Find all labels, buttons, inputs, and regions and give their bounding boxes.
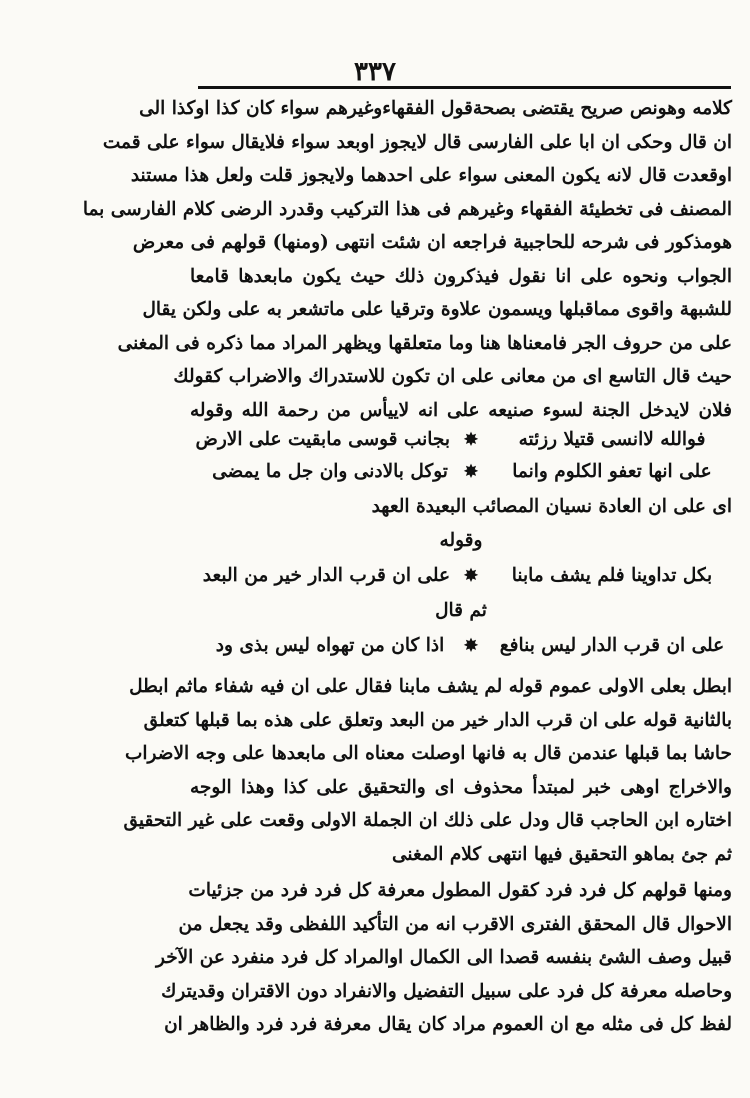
paragraph-block-2 — [123, 670, 732, 871]
text-line: فلان لايدخل الجنة لسوء صنيعه على انه لاييأس من رحمة الله وقوله — [190, 399, 732, 421]
section-heading: ثم قال — [435, 600, 487, 621]
verse-line — [190, 630, 732, 662]
verse-second-hemistich: على ان قرب الدار خير من البعد — [202, 565, 450, 586]
text-line: على من حروف الجر فامعناها هنا وما متعلقها ويظهر المراد مما ذكره فى المغنى — [117, 332, 732, 354]
text-line: اى على ان العادة نسيان المصائب البعيدة العهد — [371, 496, 732, 517]
paragraph-block-3 — [155, 874, 732, 1042]
text-line: ابطل بعلى الاولى عموم قوله لم يشف مابنا فقال على ان فيه شفاء ماثم ابطل — [129, 676, 732, 697]
verse-separator-star: ✸ — [463, 566, 479, 586]
text-line: بالثانية قوله على ان قرب الدار خير من البعد وتعلق على هذه بما قبلها كتعلق — [143, 709, 732, 731]
verse-commentary — [190, 490, 732, 524]
verse-first-hemistich: على ان قرب الدار ليس بنافع — [499, 635, 725, 656]
text-line: هومذكور فى شرحه للحاجبية فراجعه ان شئت انتهى (ومنها) قولهم فى معرض — [132, 232, 732, 253]
heading-wa-qawluhu — [190, 524, 732, 558]
text-line: الجواب ونحوه على انا نقول فيذكرون ذلك حيث يكون مابعدها قامعا — [190, 265, 732, 287]
verse-line — [190, 424, 732, 456]
text-line: الاحوال قال المحقق الفترى الاقرب انه من التأكيد اللفظى وقد يجعل من — [178, 913, 732, 935]
text-line: والاخراج اوهى خبر لمبتدأ محذوف اى والتحقيق على كذا وهذا الوجه — [190, 776, 732, 798]
text-line: اوقعدت قال لانه يكون المعنى سواء على احدهما ولايجوز قلت ولعل هذا مستند — [130, 165, 732, 186]
verse-second-hemistich: اذا كان من تهواه ليس بذى ود — [215, 635, 445, 656]
text-line: المصنف فى تخطيئة الفقهاء وغيرهم فى هذا التركيب وقدرد الرضى كلام الفارسى بما — [82, 198, 732, 220]
poem-verse-2 — [190, 560, 732, 592]
text-line: ومنها قولهم كل فرد فرد كقول المطول معرفة كل فرد فرد من جزئيات — [188, 880, 732, 901]
text-line: ثم جئ بماهو التحقيق فيها انتهى كلام المغنى — [392, 843, 732, 865]
text-line: كلامه وهونص صريح يقتضى بصحةقول الفقهاءوغيرهم سواء كان كذا اوكذا الى — [139, 98, 732, 119]
verse-first-hemistich: بكل تداوينا فلم يشف مابنا — [511, 565, 713, 586]
verse-second-hemistich: توكل بالادنى وان جل ما يمضى — [212, 461, 448, 482]
text-line: قبيل وصف الشئ بنفسه قصدا الى الكمال اوالمراد كل فرد منفرد عن الآخر — [155, 947, 732, 968]
section-heading: وقوله — [439, 530, 483, 551]
verse-first-hemistich: على انها تعفو الكلوم وانما — [512, 461, 712, 482]
verse-line — [190, 560, 732, 592]
text-line: وحاصله معرفة كل فرد على سبيل التفضيل والانفراد دون الاقتران وقديترك — [161, 980, 732, 1002]
page-number: ٣٣٧ — [354, 57, 396, 87]
verse-second-hemistich: بجانب قوسى مابقيت على الارض — [195, 429, 450, 450]
paragraph-block-1 — [82, 92, 732, 427]
text-line: ان قال وحكى ان ابا على الفارسى قال لايجوز اوبعد سواء فلايقال سواء على قمت — [102, 131, 732, 153]
text-line: اختاره ابن الحاجب قال ودل على ذلك ان الجملة الاولى وقعت على غير التحقيق — [123, 810, 732, 831]
verse-separator-star: ✸ — [463, 462, 479, 482]
text-line: حيث قال التاسع اى من معانى على ان تكون للاستدراك والاضراب كقولك — [173, 366, 732, 387]
header-rule — [198, 86, 731, 89]
verse-line — [190, 456, 732, 488]
text-line: حاشا بما قبلها عندمن قال به فانها اوصلت معناه الى مابعدها على وجه الاضراب — [124, 743, 732, 764]
poem-verses-1 — [190, 424, 732, 488]
poem-verse-3 — [190, 630, 732, 662]
verse-first-hemistich: فوالله لاانسى قتيلا رزئته — [518, 429, 706, 450]
text-line: للشبهة واقوى مماقبلها ويسمون علاوة وترقيا على ماتشعر به على ولكن يقال — [142, 299, 732, 320]
heading-thumma-qala — [190, 594, 732, 628]
verse-separator-star: ✸ — [463, 636, 479, 656]
text-line: لفظ كل فى مثله مع ان العموم مراد كان يقال معرفة فرد فرد والظاهر ان — [164, 1014, 732, 1035]
verse-separator-star: ✸ — [463, 430, 479, 450]
